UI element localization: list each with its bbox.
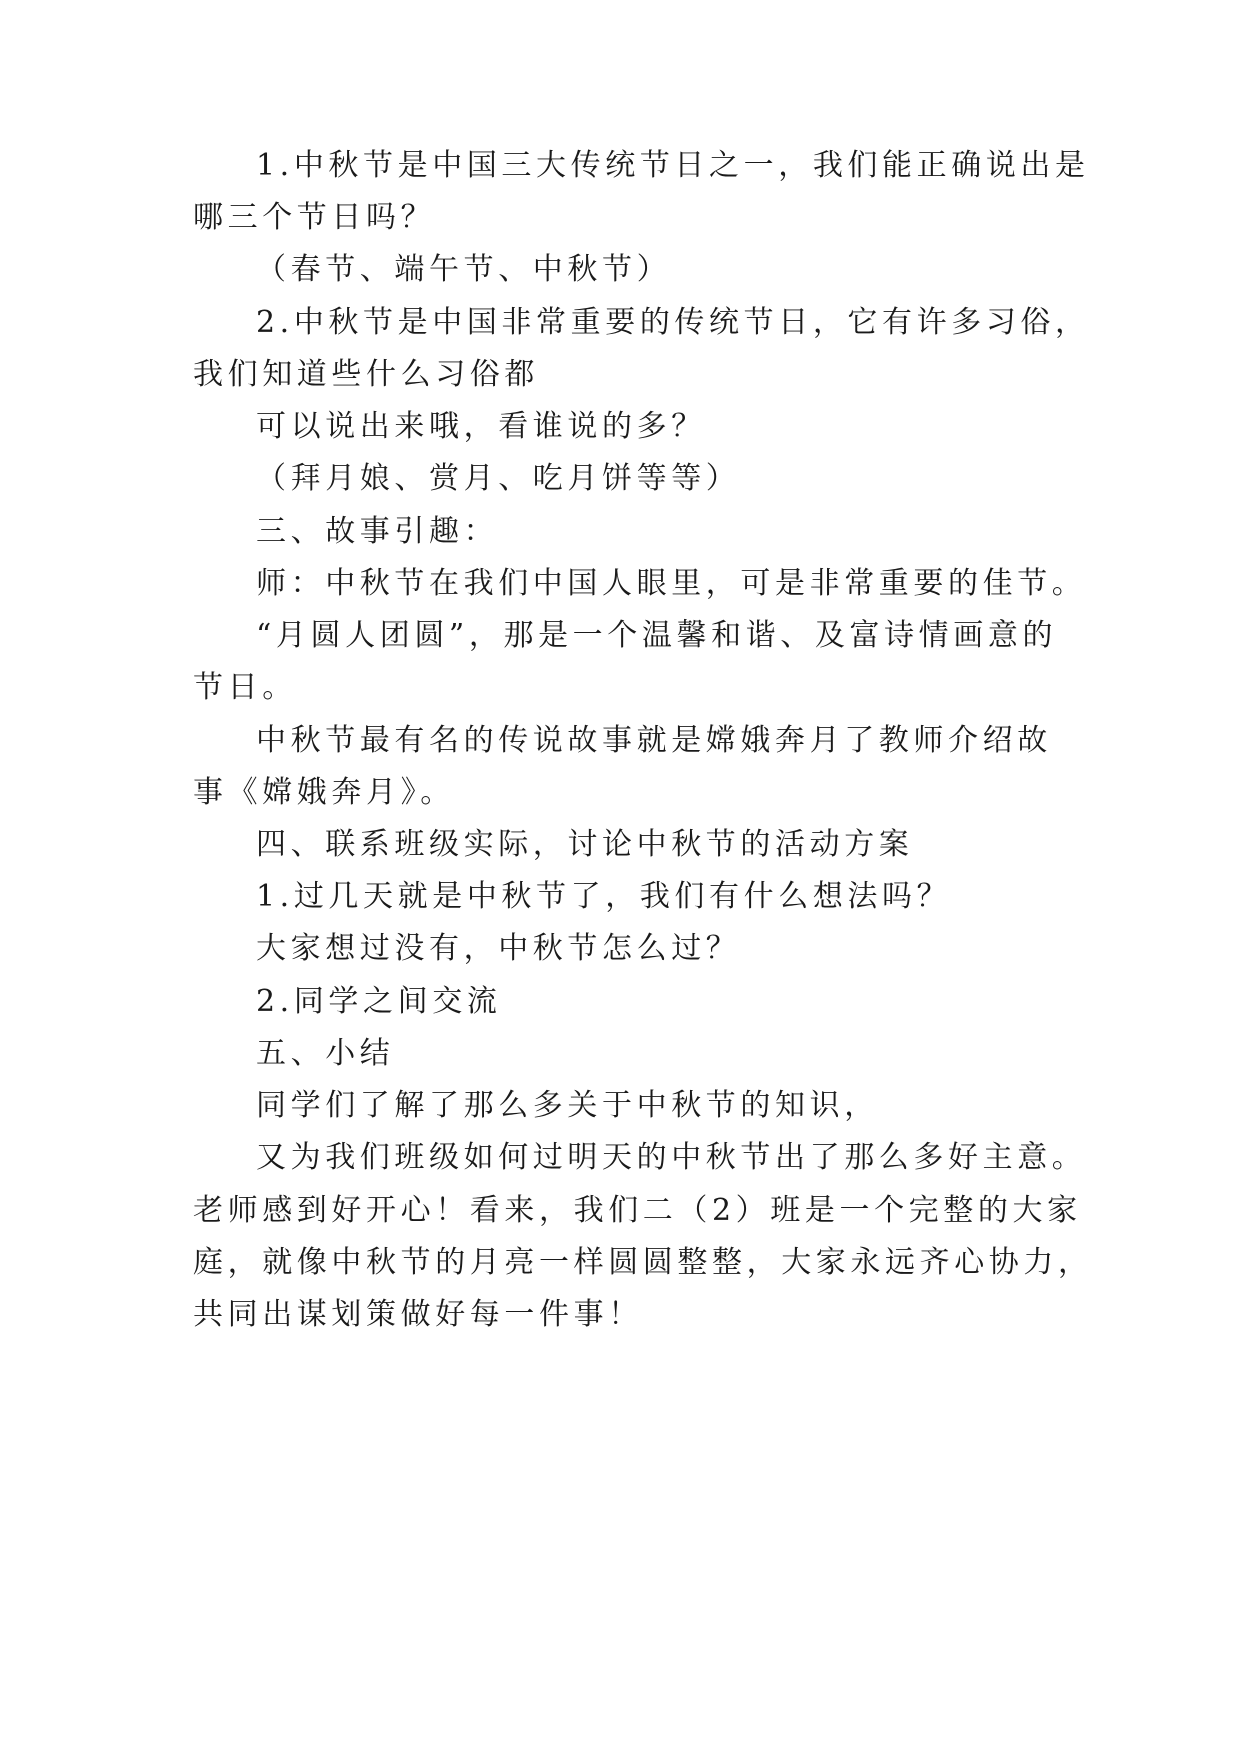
text-line: 2.同学之间交流 xyxy=(256,984,502,1019)
text-line: 老师感到好开心！看来，我们二（2）班是一个完整的大家 xyxy=(193,1193,1082,1228)
text-line: 节日。 xyxy=(193,670,297,705)
text-line: 大家想过没有，中秋节怎么过？ xyxy=(256,931,741,966)
section-heading: 四、联系班级实际，讨论中秋节的活动方案 xyxy=(256,827,914,862)
text-line: 同学们了解了那么多关于中秋节的知识， xyxy=(256,1088,879,1123)
text-line: 2.中秋节是中国非常重要的传统节日，它有许多习俗， xyxy=(256,305,1090,340)
text-line: （拜月娘、赏月、吃月饼等等） xyxy=(256,461,741,496)
text-line: 中秋节最有名的传说故事就是嫦娥奔月了教师介绍故 xyxy=(256,723,1052,758)
text-line: 又为我们班级如何过明天的中秋节出了那么多好主意。 xyxy=(256,1140,1087,1175)
text-line: “月圆人团圆”，那是一个温馨和谐、及富诗情画意的 xyxy=(256,618,1058,653)
text-line: 1.过几天就是中秋节了，我们有什么想法吗？ xyxy=(256,879,952,914)
text-line: 事《嫦娥奔月》。 xyxy=(193,775,455,810)
text-line: 可以说出来哦，看谁说的多？ xyxy=(256,409,706,444)
section-heading: 五、小结 xyxy=(256,1036,395,1071)
text-line: 哪三个节日吗？ xyxy=(193,200,436,235)
text-line: 我们知道些什么习俗都 xyxy=(193,357,539,392)
text-line: 1.中秋节是中国三大传统节日之一，我们能正确说出是 xyxy=(256,148,1090,183)
text-line: 师：中秋节在我们中国人眼里，可是非常重要的佳节。 xyxy=(256,566,1087,601)
text-line: 共同出谋划策做好每一件事！ xyxy=(193,1297,643,1332)
text-line: （春节、端午节、中秋节） xyxy=(256,252,672,287)
section-heading: 三、故事引趣： xyxy=(256,514,499,549)
text-line: 庭，就像中秋节的月亮一样圆圆整整，大家永远齐心协力， xyxy=(193,1245,1093,1280)
